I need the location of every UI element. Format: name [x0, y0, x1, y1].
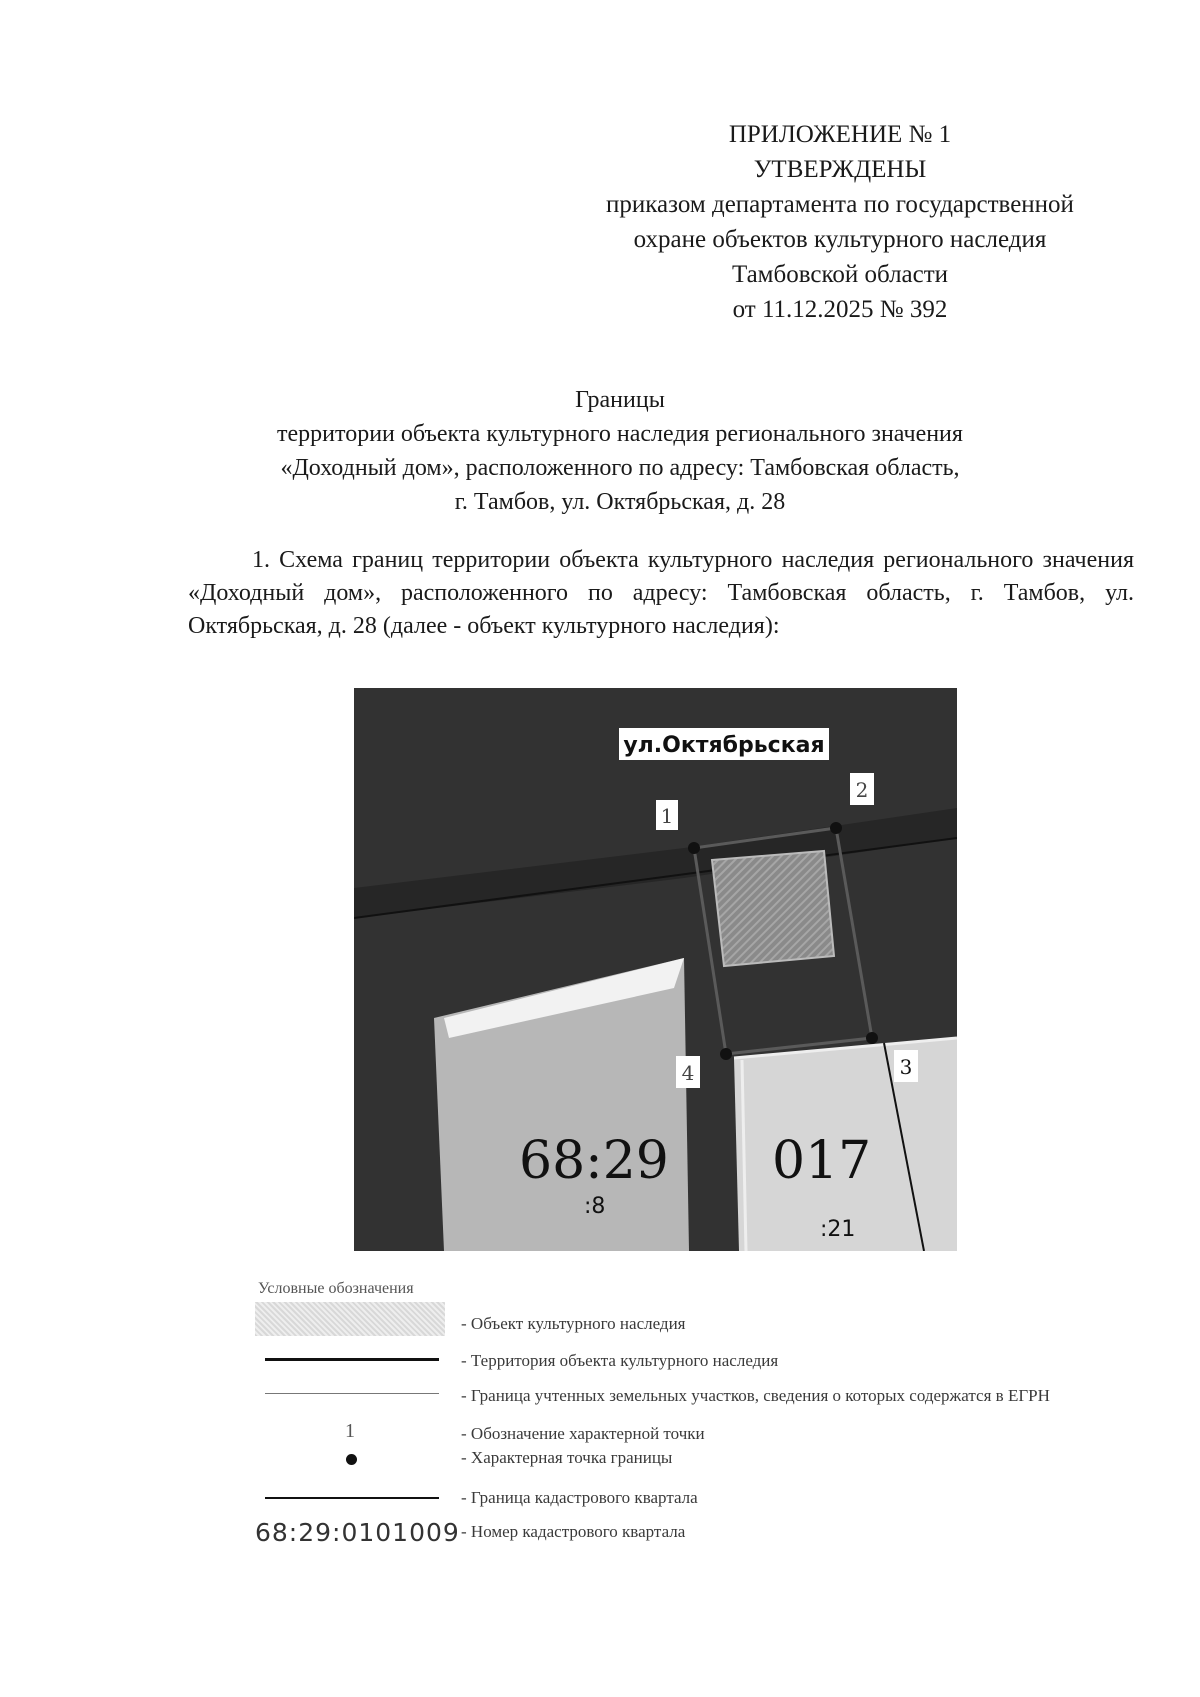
title-line-3: «Доходный дом», расположенного по адресу: Тамбовская область, — [280, 455, 960, 481]
point-3-dot — [866, 1032, 878, 1044]
point-dot-symbol — [346, 1454, 357, 1465]
legend-label: - Территория объекта культурного наследия — [461, 1351, 779, 1370]
point-number-symbol: 1 — [345, 1420, 355, 1442]
point-1-label: 1 — [660, 804, 674, 828]
parcel-line-symbol — [265, 1393, 439, 1394]
point-4-dot — [720, 1048, 732, 1060]
legend-label: - Характерная точка границы — [461, 1448, 673, 1467]
document-title — [170, 383, 1070, 519]
scheme-paragraph: 1. Схема границ территории объекта культурного наследия регионального значения «Доходный дом», расположенного по адресу: Тамбовская область, г. Тамбов, ул. Октябрьская, д. 28 (далее - объект культурного наследия): — [188, 547, 1134, 639]
title-line-4: г. Тамбов, ул. Октябрьская, д. 28 — [454, 489, 786, 515]
approved-label: УТВЕРЖДЕНЫ — [753, 156, 927, 183]
boundary-scheme-map — [354, 688, 957, 1251]
legend-row-quarter-border — [255, 1480, 1155, 1510]
point-1-dot — [688, 842, 700, 854]
quarter-number-symbol: 68:29:0101009 — [255, 1518, 460, 1547]
appendix-number: ПРИЛОЖЕНИЕ № 1 — [728, 121, 952, 148]
legend-title: Условные обозначения — [258, 1280, 414, 1297]
point-2-dot — [830, 822, 842, 834]
quarter-border-symbol — [265, 1497, 439, 1499]
order-line-3: Тамбовской области — [731, 261, 949, 288]
legend-row-heritage — [255, 1302, 1155, 1332]
legend-label: - Обозначение характерной точки — [461, 1424, 705, 1443]
quarter-number: 68:29 — [519, 1131, 669, 1191]
legend-row-point-dot — [255, 1446, 1155, 1476]
legend-label: - Объект культурного наследия — [461, 1314, 686, 1333]
title-line-1: Границы — [575, 387, 665, 413]
heritage-symbol — [255, 1302, 445, 1336]
point-2-label: 2 — [855, 778, 869, 802]
title-line-2: территории объекта культурного наследия регионального значения — [277, 421, 963, 447]
quarter-number-suffix: 017 — [772, 1131, 872, 1191]
legend-row-territory — [255, 1341, 1155, 1371]
parcel-8-label: :8 — [584, 1194, 606, 1219]
order-line-1: приказом департамента по государственной — [606, 191, 1074, 218]
legend-row-quarter-number — [255, 1518, 1155, 1548]
parcel-21-label: :21 — [820, 1217, 856, 1242]
point-4-label: 4 — [681, 1061, 695, 1085]
legend-label: - Граница кадастрового квартала — [461, 1488, 698, 1507]
order-line-2: охране объектов культурного наследия — [633, 226, 1047, 253]
appendix-header — [560, 117, 1120, 327]
heritage-object — [712, 851, 834, 966]
map-svg — [354, 688, 957, 1251]
legend-label: - Номер кадастрового квартала — [461, 1522, 686, 1541]
order-date: от 11.12.2025 № 392 — [732, 296, 948, 323]
street-label: ул.Октябрьская — [623, 733, 825, 758]
legend-label: - Граница учтенных земельных участков, сведения о которых содержатся в ЕГРН — [461, 1386, 1050, 1405]
legend-row-point-label — [255, 1418, 1155, 1448]
territory-line-symbol — [265, 1358, 439, 1361]
legend-row-parcels — [255, 1376, 1155, 1406]
point-3-label: 3 — [899, 1055, 913, 1079]
